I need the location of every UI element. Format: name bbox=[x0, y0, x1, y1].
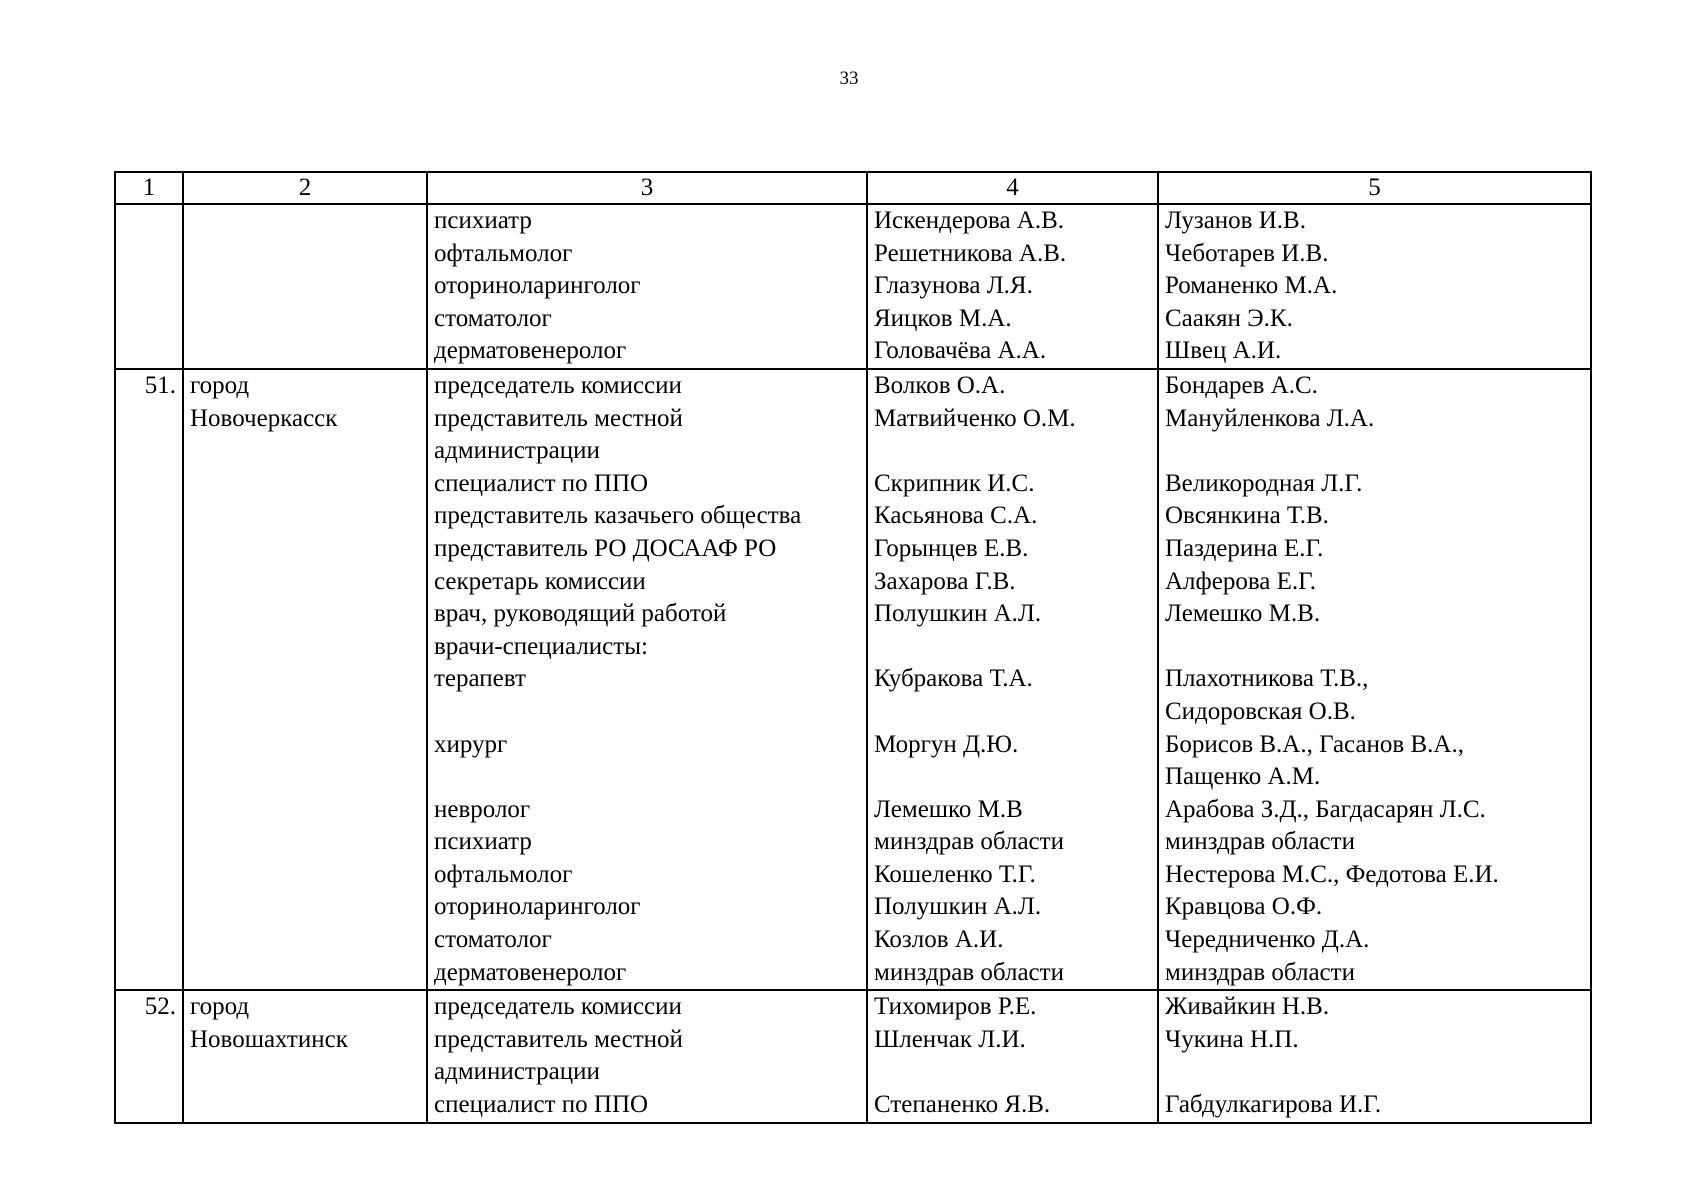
role-cell bbox=[427, 369, 867, 990]
member-name: Кошеленко Т.Г. bbox=[874, 860, 1036, 888]
reserve-name: Габдулкагирова И.Г. bbox=[1165, 1091, 1382, 1119]
role-line: офтальмолог bbox=[434, 860, 573, 888]
reserve-name: Арабова З.Д., Багдасарян Л.С. bbox=[1165, 795, 1486, 823]
reserve-name: Плахотникова Т.В., bbox=[1165, 665, 1369, 693]
locality-line: Новочеркасск bbox=[190, 404, 338, 432]
member-name: минздрав области bbox=[874, 958, 1064, 986]
role-line: терапевт bbox=[434, 665, 526, 693]
table-row bbox=[115, 990, 1591, 1122]
member-name: Козлов А.И. bbox=[874, 926, 1004, 954]
reserve-name: Кравцова О.Ф. bbox=[1165, 893, 1323, 921]
reserve-cell bbox=[1158, 369, 1591, 990]
reserve-name: Паздерина Е.Г. bbox=[1165, 534, 1324, 562]
role-line: председатель комиссии bbox=[434, 371, 682, 399]
reserve-name: Великородная Л.Г. bbox=[1165, 469, 1363, 497]
reserve-cell bbox=[1158, 990, 1591, 1122]
column-number-3: 3 bbox=[427, 172, 867, 204]
reserve-name: Мануйленкова Л.А. bbox=[1165, 404, 1375, 432]
reserve-name: Овсянкина Т.В. bbox=[1165, 502, 1329, 530]
role-line: дерматовенеролог bbox=[434, 337, 627, 365]
reserve-name: Лемешко М.В. bbox=[1165, 600, 1321, 628]
column-number-5: 5 bbox=[1158, 172, 1591, 204]
row-number: 52. bbox=[115, 990, 183, 1122]
reserve-name: минздрав области bbox=[1165, 828, 1355, 856]
reserve-name: Сидоровская О.В. bbox=[1165, 697, 1356, 725]
member-cell bbox=[867, 990, 1158, 1122]
member-name: Волков О.А. bbox=[874, 371, 1006, 399]
member-name: Касьянова С.А. bbox=[874, 502, 1038, 530]
reserve-name: Саакян Э.К. bbox=[1165, 304, 1293, 332]
reserve-name bbox=[1165, 1056, 1584, 1089]
reserve-name: Чеботарев И.В. bbox=[1165, 239, 1329, 267]
role-line: офтальмолог bbox=[434, 239, 573, 267]
reserve-name: Чукина Н.П. bbox=[1165, 1025, 1299, 1053]
reserve-name: Пащенко А.М. bbox=[1165, 763, 1321, 791]
role-line: невролог bbox=[434, 795, 531, 823]
member-name: Шленчак Л.И. bbox=[874, 1025, 1026, 1053]
reserve-name: Борисов В.А., Гасанов В.А., bbox=[1165, 730, 1464, 758]
role-line: специалист по ППО bbox=[434, 1091, 649, 1119]
role-line: психиатр bbox=[434, 207, 532, 234]
member-name: Искендерова А.В. bbox=[874, 207, 1065, 234]
reserve-name: Нестерова М.С., Федотова Е.И. bbox=[1165, 860, 1499, 888]
member-name bbox=[874, 631, 1151, 664]
role-line: председатель комиссии bbox=[434, 993, 682, 1021]
role-line: оториноларинголог bbox=[434, 272, 641, 300]
table-row bbox=[115, 204, 1591, 369]
member-name: Горынцев Е.В. bbox=[874, 534, 1029, 562]
member-name: Моргун Д.Ю. bbox=[874, 730, 1019, 758]
role-line: врачи-специалисты: bbox=[434, 632, 648, 660]
role-line: психиатр bbox=[434, 828, 532, 856]
member-name: Яицков М.А. bbox=[874, 304, 1012, 332]
row-number: 51. bbox=[115, 369, 183, 990]
page-number: 33 bbox=[839, 68, 859, 89]
role-line: администрации bbox=[434, 437, 600, 465]
locality-cell bbox=[183, 204, 427, 369]
reserve-name: минздрав области bbox=[1165, 958, 1355, 986]
locality-line: Новошахтинск bbox=[190, 1025, 348, 1053]
role-line: представитель местной bbox=[434, 404, 683, 432]
member-name: Лемешко М.В bbox=[874, 795, 1023, 823]
member-name: минздрав области bbox=[874, 828, 1064, 856]
role-line: оториноларинголог bbox=[434, 893, 641, 921]
table-row bbox=[115, 369, 1591, 990]
member-name: Скрипник И.С. bbox=[874, 469, 1035, 497]
reserve-name: Живайкин Н.В. bbox=[1165, 993, 1330, 1021]
role-line bbox=[434, 761, 860, 794]
locality-cell bbox=[183, 990, 427, 1122]
column-number-4: 4 bbox=[867, 172, 1158, 204]
row-number bbox=[115, 204, 183, 369]
role-line: дерматовенеролог bbox=[434, 958, 627, 986]
table-header-row bbox=[115, 172, 1591, 204]
reserve-name: Лузанов И.В. bbox=[1165, 207, 1306, 234]
member-name: Тихомиров Р.Е. bbox=[874, 993, 1037, 1021]
member-name bbox=[874, 1056, 1151, 1089]
locality-line: город bbox=[190, 371, 250, 399]
member-name: Матвийченко О.М. bbox=[874, 404, 1076, 432]
member-name: Захарова Г.В. bbox=[874, 567, 1016, 595]
member-name: Степаненко Я.В. bbox=[874, 1091, 1051, 1119]
role-line: стоматолог bbox=[434, 926, 552, 954]
member-name: Полушкин А.Л. bbox=[874, 893, 1042, 921]
reserve-name bbox=[1165, 631, 1584, 664]
role-line: администрации bbox=[434, 1058, 600, 1086]
role-line: врач, руководящий работой bbox=[434, 600, 727, 628]
member-name bbox=[874, 696, 1151, 729]
locality-line: город bbox=[190, 993, 250, 1021]
column-number-1: 1 bbox=[115, 172, 183, 204]
role-cell bbox=[427, 204, 867, 369]
role-line: хирург bbox=[434, 730, 508, 758]
member-name: Головачёва А.А. bbox=[874, 337, 1047, 365]
reserve-name: Бондарев А.С. bbox=[1165, 371, 1318, 399]
reserve-name: Алферова Е.Г. bbox=[1165, 567, 1317, 595]
commission-table bbox=[114, 171, 1592, 1124]
column-number-2: 2 bbox=[183, 172, 427, 204]
reserve-name: Швец А.И. bbox=[1165, 337, 1282, 365]
member-name: Глазунова Л.Я. bbox=[874, 272, 1033, 300]
role-line: представитель казачьего общества bbox=[434, 502, 802, 530]
member-name: Полушкин А.Л. bbox=[874, 600, 1042, 628]
member-name: Кубракова Т.А. bbox=[874, 665, 1033, 693]
role-cell bbox=[427, 990, 867, 1122]
reserve-cell bbox=[1158, 204, 1591, 369]
role-line: представитель местной bbox=[434, 1025, 683, 1053]
member-name bbox=[874, 761, 1151, 794]
member-cell bbox=[867, 369, 1158, 990]
role-line: представитель РО ДОСААФ РО bbox=[434, 534, 777, 562]
role-line bbox=[434, 696, 860, 729]
member-name bbox=[874, 435, 1151, 468]
member-name: Решетникова А.В. bbox=[874, 239, 1067, 267]
reserve-name: Чередниченко Д.А. bbox=[1165, 926, 1370, 954]
reserve-name bbox=[1165, 435, 1584, 468]
member-cell bbox=[867, 204, 1158, 369]
role-line: стоматолог bbox=[434, 304, 552, 332]
locality-cell bbox=[183, 369, 427, 990]
reserve-name: Романенко М.А. bbox=[1165, 272, 1338, 300]
role-line: секретарь комиссии bbox=[434, 567, 646, 595]
role-line: специалист по ППО bbox=[434, 469, 649, 497]
